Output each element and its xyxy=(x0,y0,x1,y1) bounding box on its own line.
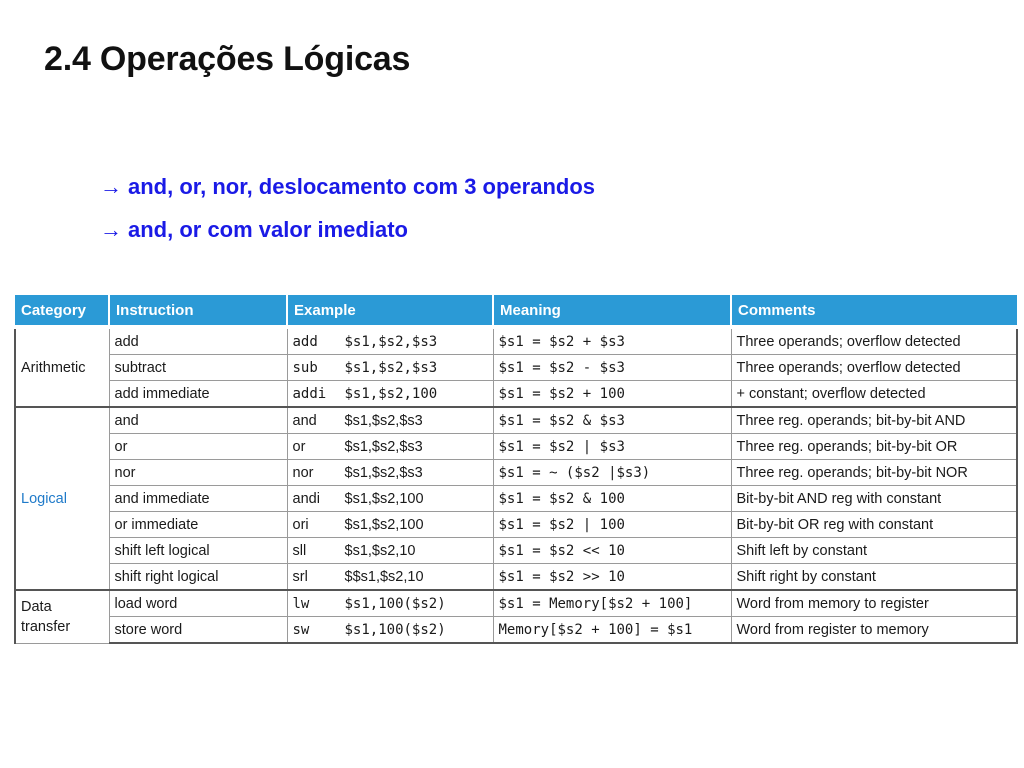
operands: $s1,$s2,$s3 xyxy=(344,438,423,455)
header-example: Example xyxy=(287,295,493,327)
example-cell xyxy=(287,590,493,617)
comments-cell: Shift right by constant xyxy=(731,564,1017,591)
meaning-cell: $s1 = $s2 + $s3 xyxy=(493,327,731,355)
opcode: srl xyxy=(292,568,308,585)
operands: $s1,100($s2) xyxy=(344,595,446,612)
bullet-text: and, or com valor imediato xyxy=(128,217,408,242)
comments-cell: Three reg. operands; bit-by-bit OR xyxy=(731,434,1017,460)
instruction-cell: add xyxy=(109,327,287,355)
meaning-cell: $s1 = $s2 | $s3 xyxy=(493,434,731,460)
arrow-right-icon: → xyxy=(100,174,122,199)
category-cell: Arithmetic xyxy=(15,327,109,407)
example-cell xyxy=(287,355,493,381)
table-header-row xyxy=(15,295,1017,327)
operands: $$s1,$s2,10 xyxy=(344,568,424,585)
opcode: add xyxy=(292,333,318,350)
instruction-cell: load word xyxy=(109,590,287,617)
header-comments: Comments xyxy=(731,295,1017,327)
arrow-right-icon: → xyxy=(100,217,122,242)
operands: $s1,$s2,10 xyxy=(344,542,416,559)
instruction-cell: or xyxy=(109,434,287,460)
table-row xyxy=(15,564,1017,591)
table-row xyxy=(15,407,1017,434)
operands: $s1,$s2,$s3 xyxy=(344,464,423,481)
category-cell: Logical xyxy=(15,407,109,590)
example-cell xyxy=(287,564,493,591)
meaning-cell: $s1 = $s2 & 100 xyxy=(493,486,731,512)
meaning-cell: $s1 = $s2 & $s3 xyxy=(493,407,731,434)
instruction-cell: store word xyxy=(109,617,287,644)
meaning-cell: Memory[$s2 + 100] = $s1 xyxy=(493,617,731,644)
table-row xyxy=(15,460,1017,486)
bullet-item xyxy=(100,215,595,258)
table-row xyxy=(15,538,1017,564)
comments-cell: Word from memory to register xyxy=(731,590,1017,617)
operands: $s1,$s2,100 xyxy=(344,490,424,507)
example-cell xyxy=(287,460,493,486)
example-cell xyxy=(287,486,493,512)
opcode: andi xyxy=(292,490,320,507)
example-cell xyxy=(287,512,493,538)
meaning-cell: $s1 = $s2 >> 10 xyxy=(493,564,731,591)
meaning-cell: $s1 = $s2 | 100 xyxy=(493,512,731,538)
instruction-cell: add immediate xyxy=(109,381,287,408)
opcode: and xyxy=(292,412,317,429)
comments-cell: Word from register to memory xyxy=(731,617,1017,644)
operands: $s1,100($s2) xyxy=(344,621,446,638)
meaning-cell: $s1 = Memory[$s2 + 100] xyxy=(493,590,731,617)
comments-cell: Three reg. operands; bit-by-bit AND xyxy=(731,407,1017,434)
table-row xyxy=(15,512,1017,538)
opcode: sub xyxy=(292,359,318,376)
example-cell xyxy=(287,434,493,460)
instruction-cell: nor xyxy=(109,460,287,486)
header-meaning: Meaning xyxy=(493,295,731,327)
instruction-cell: and xyxy=(109,407,287,434)
opcode: sw xyxy=(292,621,310,638)
comments-cell: Three reg. operands; bit-by-bit NOR xyxy=(731,460,1017,486)
opcode: addi xyxy=(292,385,327,402)
comments-cell: Bit-by-bit OR reg with constant xyxy=(731,512,1017,538)
bullet-item xyxy=(100,172,595,215)
operands: $s1,$s2,100 xyxy=(344,516,424,533)
opcode: lw xyxy=(292,595,310,612)
instruction-cell: shift right logical xyxy=(109,564,287,591)
operands: $s1,$s2,$s3 xyxy=(344,359,438,376)
example-cell xyxy=(287,407,493,434)
bullet-list xyxy=(100,172,595,258)
example-cell xyxy=(287,327,493,355)
table-row xyxy=(15,590,1017,617)
instruction-table xyxy=(14,295,1018,644)
example-cell xyxy=(287,538,493,564)
comments-cell: + constant; overflow detected xyxy=(731,381,1017,408)
table-row xyxy=(15,486,1017,512)
example-cell xyxy=(287,617,493,644)
opcode: sll xyxy=(292,542,307,559)
bullet-text: and, or, nor, deslocamento com 3 operandos xyxy=(128,174,595,199)
slide-title: 2.4 Operações Lógicas xyxy=(44,40,411,78)
meaning-cell: $s1 = ~ ($s2 |$s3) xyxy=(493,460,731,486)
table-row xyxy=(15,434,1017,460)
example-cell xyxy=(287,381,493,408)
instruction-cell: shift left logical xyxy=(109,538,287,564)
instruction-cell: subtract xyxy=(109,355,287,381)
opcode: ori xyxy=(292,516,309,533)
meaning-cell: $s1 = $s2 << 10 xyxy=(493,538,731,564)
instruction-cell: and immediate xyxy=(109,486,287,512)
meaning-cell: $s1 = $s2 + 100 xyxy=(493,381,731,408)
table-row xyxy=(15,327,1017,355)
comments-cell: Shift left by constant xyxy=(731,538,1017,564)
header-category: Category xyxy=(15,295,109,327)
instruction-cell: or immediate xyxy=(109,512,287,538)
comments-cell: Three operands; overflow detected xyxy=(731,327,1017,355)
comments-cell: Bit-by-bit AND reg with constant xyxy=(731,486,1017,512)
operands: $s1,$s2,$s3 xyxy=(344,333,438,350)
opcode: or xyxy=(292,438,306,455)
comments-cell: Three operands; overflow detected xyxy=(731,355,1017,381)
operands: $s1,$s2,$s3 xyxy=(344,412,423,429)
operands: $s1,$s2,100 xyxy=(344,385,438,402)
opcode: nor xyxy=(292,464,314,481)
table-row xyxy=(15,617,1017,644)
table-row xyxy=(15,381,1017,408)
header-instruction: Instruction xyxy=(109,295,287,327)
meaning-cell: $s1 = $s2 - $s3 xyxy=(493,355,731,381)
category-cell: Data transfer xyxy=(15,590,109,643)
table-row xyxy=(15,355,1017,381)
